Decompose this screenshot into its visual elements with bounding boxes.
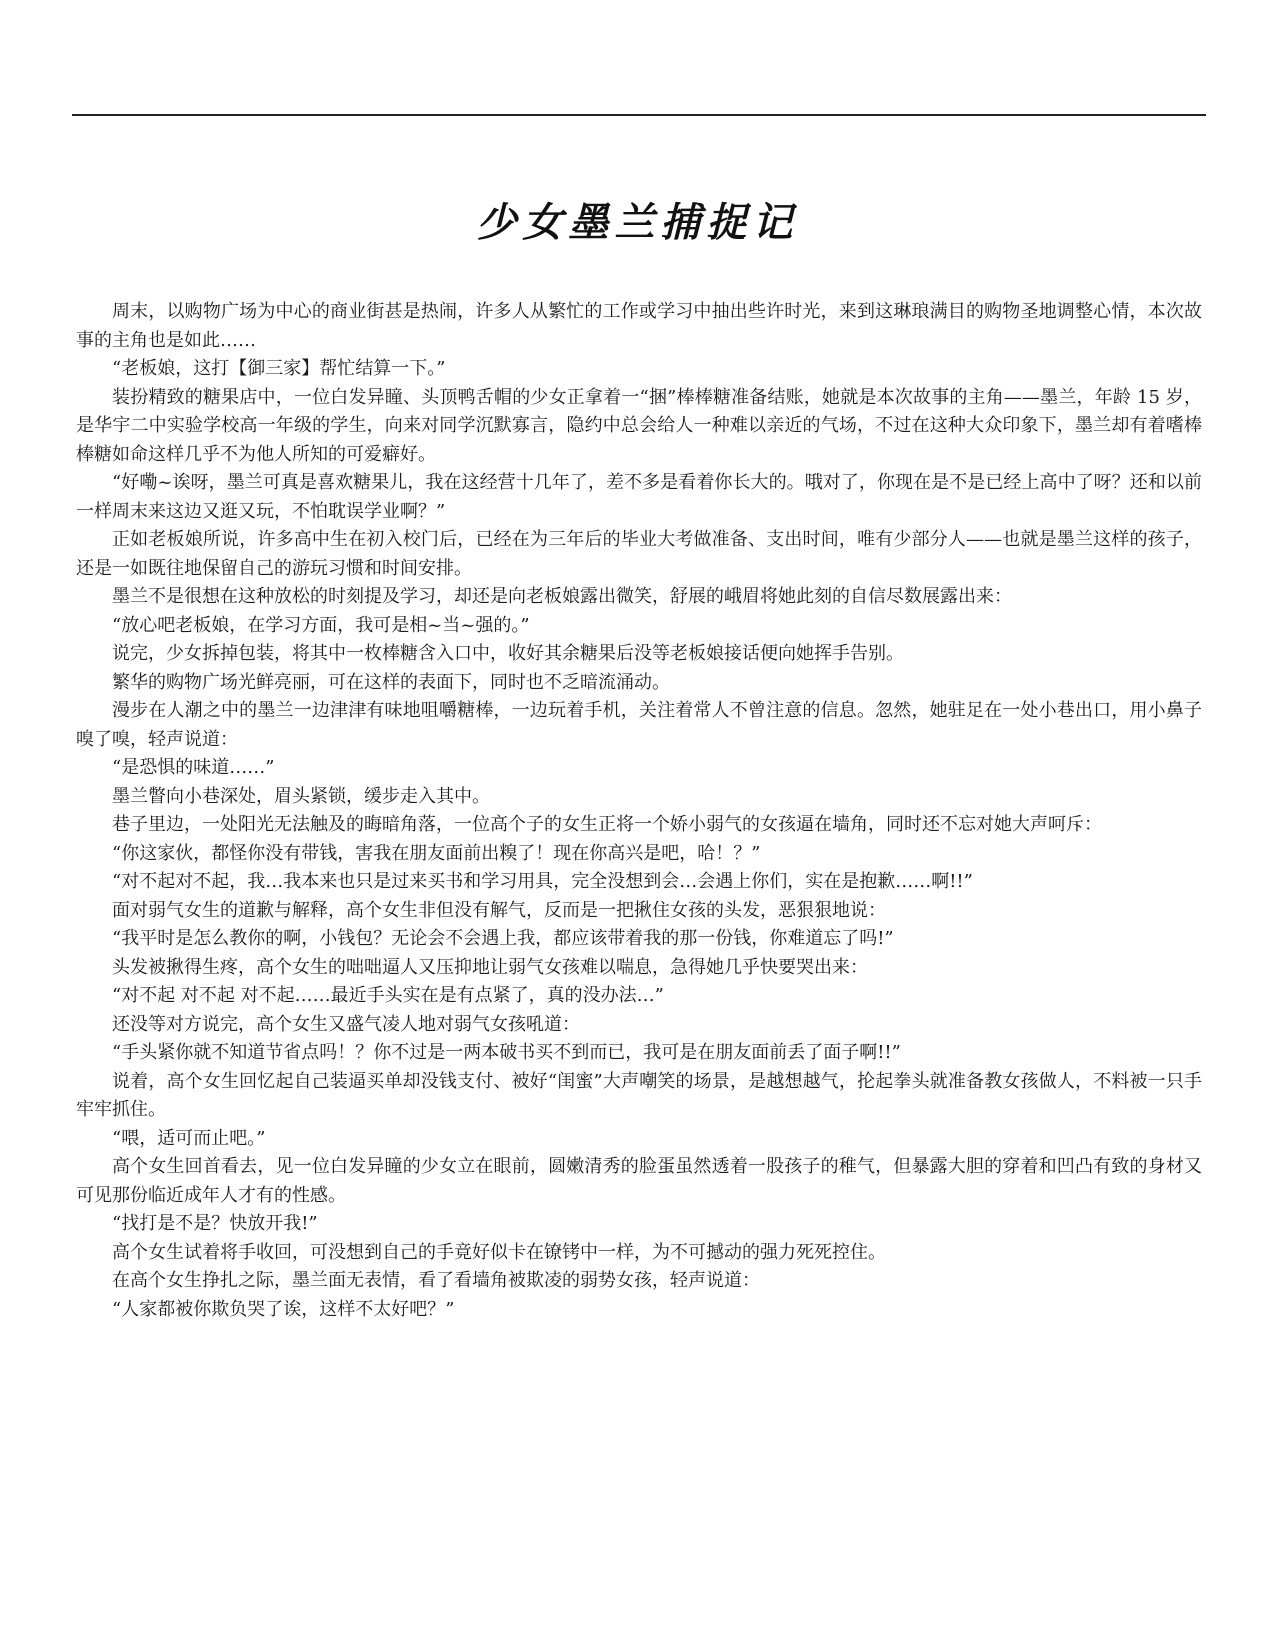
header-rule bbox=[72, 114, 1206, 116]
paragraph: “我平时是怎么教你的啊，小钱包？无论会不会遇上我，都应该带着我的那一份钱，你难道忘了吗!” bbox=[112, 928, 894, 949]
paragraph: 还没等对方说完，高个女生又盛气凌人地对弱气女孩吼道： bbox=[112, 1013, 580, 1035]
paragraph: 高个女生试着将手收回，可没想到自己的手竟好似卡在镣铐中一样，为不可撼动的强力死死控住。 bbox=[112, 1241, 886, 1263]
paragraph: “找打是不是？快放开我!” bbox=[112, 1213, 318, 1234]
paragraph: 说完，少女拆掉包装，将其中一枚棒糖含入口中，收好其余糖果后没等老板娘接话便向她挥手告别。 bbox=[112, 643, 904, 664]
paragraph: 周末，以购物广场为中心的商业街甚是热闹，许多人从繁忙的工作或学习中抽出些许时光，来到这琳琅满目的购物圣地调整心情，本次故事的主角也是如此…… bbox=[76, 301, 1202, 351]
paragraph: “对不起对不起，我…我本来也只是过来买书和学习用具，完全没想到会…会遇上你们，实在是抱歉……啊!!” bbox=[112, 871, 973, 892]
paragraph: “你这家伙，都怪你没有带钱，害我在朋友面前出糗了！现在你高兴是吧，哈！？” bbox=[112, 842, 761, 864]
paragraph: “好嘞~诶呀，墨兰可真是喜欢糖果儿，我在这经营十几年了，差不多是看着你长大的。哦对了，你现在是不是已经上高中了呀？还和以前一样周末来这边又逛又玩，不怕耽误学业啊？” bbox=[76, 472, 1202, 522]
paragraph: 正如老板娘所说，许多高中生在初入校门后，已经在为三年后的毕业大考做准备、支出时间，唯有少部分人——也就是墨兰这样的孩子，还是一如既往地保留自己的游玩习惯和时间安排。 bbox=[76, 529, 1202, 579]
paragraph: 在高个女生挣扎之际，墨兰面无表情，看了看墙角被欺凌的弱势女孩，轻声说道： bbox=[112, 1270, 760, 1291]
paragraph: 说着，高个女生回忆起自己装逼买单却没钱支付、被好“闺蜜”大声嘲笑的场景，是越想越气，抡起拳头就准备教女孩做人，不料被一只手牢牢抓住。 bbox=[76, 1070, 1202, 1120]
document-title: 少女墨兰捕捉记 bbox=[476, 198, 799, 246]
paragraph: 繁华的购物广场光鲜亮丽，可在这样的表面下，同时也不乏暗流涌动。 bbox=[112, 671, 670, 693]
paragraph: “对不起 对不起 对不起……最近手头实在是有点紧了，真的没办法…” bbox=[112, 985, 664, 1006]
paragraph: 装扮精致的糖果店中，一位白发异瞳、头顶鸭舌帽的少女正拿着一“捆”棒棒糖准备结账，她就是本次故事的主角——墨兰，年龄 15 岁，是华宇二中实验学校高一年级的学生，向来对同学沉默寡言，隐约中总会给人一种难以亲近的气场，不过在这种大众印象下，墨兰却有着嗜棒棒糖如命这样几乎不为他人所知的可爱癖好。 bbox=[76, 386, 1202, 465]
paragraph: 头发被揪得生疼，高个女生的咄咄逼人又压抑地让弱气女孩难以喘息，急得她几乎快要哭出来： bbox=[112, 956, 868, 978]
paragraph: 墨兰瞥向小巷深处，眉头紧锁，缓步走入其中。 bbox=[112, 785, 490, 807]
paragraph: “喂，适可而止吧。” bbox=[112, 1127, 266, 1149]
paragraph: 巷子里边，一处阳光无法触及的晦暗角落，一位高个子的女生正将一个娇小弱气的女孩逼在墙角，同时还不忘对她大声呵斥： bbox=[112, 814, 1102, 835]
paragraph: “手头紧你就不知道节省点吗！？你不过是一两本破书买不到而已，我可是在朋友面前丢了面子啊!!” bbox=[112, 1042, 901, 1063]
paragraph: 墨兰不是很想在这种放松的时刻提及学习，却还是向老板娘露出微笑，舒展的峨眉将她此刻的自信尽数展露出来： bbox=[112, 586, 1012, 607]
story-body bbox=[76, 298, 1202, 1324]
paragraph: “人家都被你欺负哭了诶，这样不太好吧？” bbox=[112, 1298, 455, 1320]
paragraph: “老板娘，这打【御三家】帮忙结算一下。” bbox=[112, 358, 446, 379]
paragraph: “是恐惧的味道……” bbox=[112, 757, 275, 778]
paragraph: “放心吧老板娘，在学习方面，我可是相~当~强的。” bbox=[112, 614, 530, 636]
paragraph: 高个女生回首看去，见一位白发异瞳的少女立在眼前，圆嫩清秀的脸蛋虽然透着一股孩子的稚气，但暴露大胆的穿着和凹凸有致的身材又可见那份临近成年人才有的性感。 bbox=[76, 1156, 1202, 1206]
paragraph: 漫步在人潮之中的墨兰一边津津有味地咀嚼糖棒，一边玩着手机，关注着常人不曾注意的信息。忽然，她驻足在一处小巷出口，用小鼻子嗅了嗅，轻声说道： bbox=[76, 700, 1202, 750]
paragraph: 面对弱气女生的道歉与解释，高个女生非但没有解气，反而是一把揪住女孩的头发，恶狠狠地说： bbox=[112, 899, 886, 921]
